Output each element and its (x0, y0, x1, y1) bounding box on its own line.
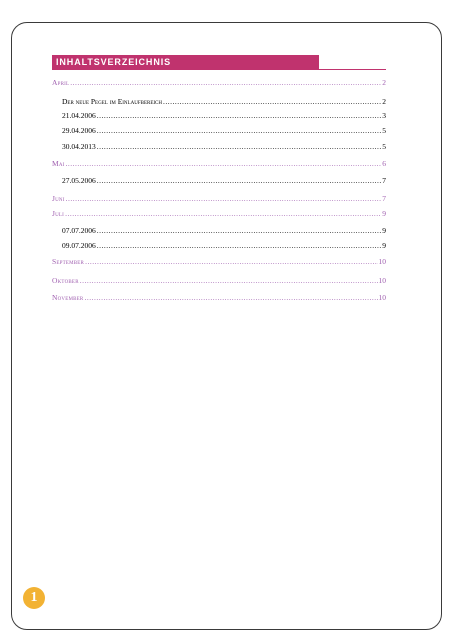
toc-leader-dots (70, 77, 381, 89)
toc-entry-30-04-2013[interactable] (62, 141, 386, 153)
toc-leader-dots (65, 208, 381, 220)
toc-entry-label: 09.07.2006 (62, 241, 96, 250)
toc-leader-dots (97, 110, 381, 122)
toc-entry-label: Mai (52, 159, 65, 168)
toc-entry-label: Juli (52, 209, 65, 218)
toc-entry-label: 27.05.2006 (62, 176, 96, 185)
toc-entry-label: April (52, 78, 70, 87)
toc-entry-label: November (52, 293, 84, 302)
toc-entry-juni[interactable] (52, 193, 386, 205)
toc-entry-september[interactable] (52, 256, 386, 268)
toc-entry-label: 07.07.2006 (62, 226, 96, 235)
toc-entry-oktober[interactable] (52, 275, 386, 287)
toc-entry-label: 29.04.2006 (62, 126, 96, 135)
toc-leader-dots (85, 256, 377, 268)
toc-entry-page: 2 (382, 97, 386, 106)
toc-leader-dots (66, 193, 381, 205)
toc-entry-april[interactable] (52, 77, 386, 89)
toc-leader-dots (84, 292, 377, 304)
toc-entry-27-05-2006[interactable] (62, 175, 386, 187)
toc-entry-page: 2 (382, 78, 386, 87)
toc-entry-label: Der neue Pegel im Einlaufbereich (62, 97, 162, 106)
toc-entry-label: 21.04.2006 (62, 111, 96, 120)
toc-entry-page: 6 (382, 159, 386, 168)
toc-entry-page: 3 (382, 111, 386, 120)
toc-leader-dots (163, 96, 381, 108)
toc-entry-page: 9 (382, 209, 386, 218)
toc-entry-mai[interactable] (52, 158, 386, 170)
toc-heading: INHALTSVERZEICHNIS (52, 55, 319, 69)
toc-entry-page: 10 (378, 293, 386, 302)
toc-leader-dots (80, 275, 378, 287)
toc-entry-29-04-2006[interactable] (62, 125, 386, 137)
toc-leader-dots (66, 158, 381, 170)
toc-entry-07-07-2006[interactable] (62, 225, 386, 237)
toc-leader-dots (97, 125, 381, 137)
toc-leader-dots (97, 141, 381, 153)
toc-leader-dots (97, 175, 381, 187)
toc-entry-page: 9 (382, 226, 386, 235)
toc-entry-label: Oktober (52, 276, 79, 285)
toc-heading-rule (52, 69, 386, 70)
toc-entry-page: 10 (378, 276, 386, 285)
toc-entry-label: September (52, 257, 85, 266)
toc-entry-09-07-2006[interactable] (62, 240, 386, 252)
toc-entry-page: 5 (382, 126, 386, 135)
toc-leader-dots (97, 225, 381, 237)
toc-entry-page: 5 (382, 142, 386, 151)
toc-entry-juli[interactable] (52, 208, 386, 220)
toc-entry-label: Juni (52, 194, 65, 203)
toc-entry-page: 9 (382, 241, 386, 250)
toc-leader-dots (97, 240, 381, 252)
page-number-badge: 1 (23, 587, 45, 609)
toc-entry-label: 30.04.2013 (62, 142, 96, 151)
toc-entry-page: 7 (382, 194, 386, 203)
toc-entry-page: 7 (382, 176, 386, 185)
toc-entry-november[interactable] (52, 292, 386, 304)
toc-entry-page: 10 (378, 257, 386, 266)
toc-entry-neuer-pegel[interactable] (62, 96, 386, 108)
toc-entry-21-04-2006[interactable] (62, 110, 386, 122)
